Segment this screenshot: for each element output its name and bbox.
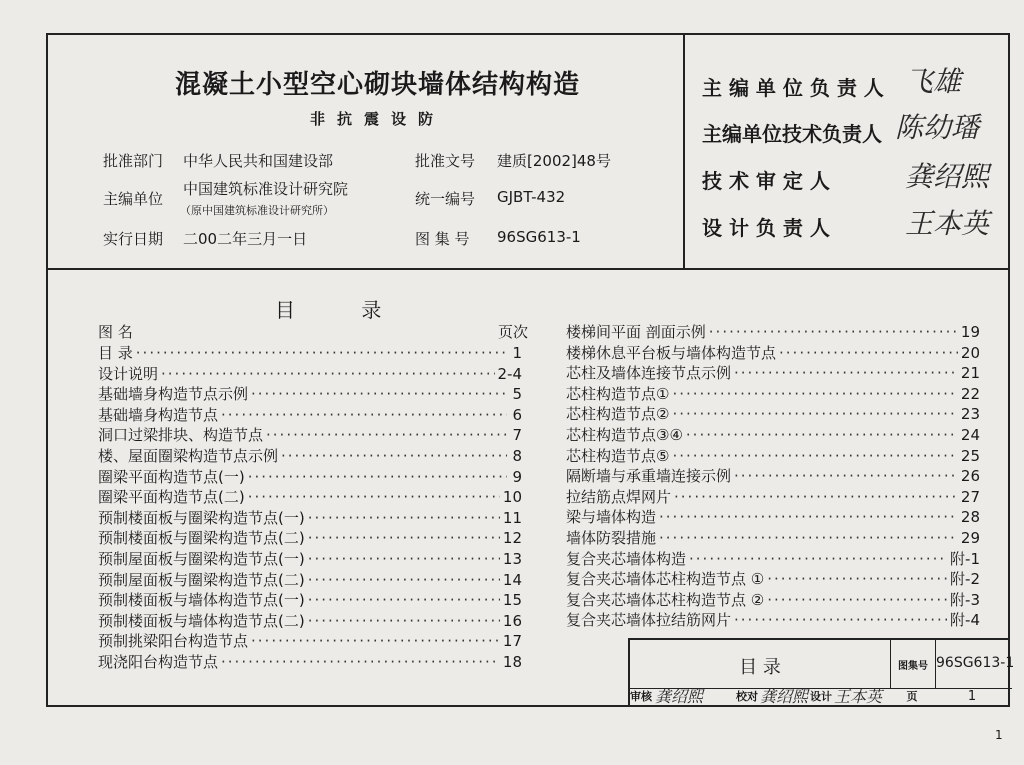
toc-entry-name: 芯柱构造节点③④ bbox=[566, 425, 683, 444]
toc-entry-page: 24 bbox=[960, 425, 980, 444]
design-head-label: 设 计 负 责 人 bbox=[702, 216, 830, 240]
toc-entry-page: 附-2 bbox=[950, 570, 980, 589]
toc-leader-dots bbox=[672, 384, 957, 405]
page-label: 页 bbox=[906, 690, 918, 703]
toc-leader-dots bbox=[308, 549, 500, 570]
toc-entry-page: 13 bbox=[502, 549, 522, 568]
toc-entry-name: 圈梁平面构造节点(一) bbox=[98, 467, 245, 486]
toc-entry-page: 2-4 bbox=[497, 364, 522, 383]
toc-right-list bbox=[566, 322, 980, 631]
toc-leader-dots bbox=[672, 446, 957, 467]
toc-entry-page: 附-1 bbox=[950, 549, 980, 568]
toc-title: 目 录 bbox=[275, 298, 412, 322]
toc-entry-name: 预制楼面板与圈梁构造节点(二) bbox=[98, 529, 305, 548]
chief-unit-tech-head-signature: 陈幼璠 bbox=[895, 111, 980, 144]
toc-entry-name: 现浇阳台构造节点 bbox=[98, 652, 219, 671]
toc-entry-page: 15 bbox=[502, 591, 522, 610]
toc-entry bbox=[98, 590, 522, 611]
toc-entry-name: 预制楼面板与墙体构造节点(二) bbox=[98, 611, 305, 630]
toc-leader-dots bbox=[308, 528, 500, 549]
chief-unit-head-label: 主 编 单 位 负 责 人 bbox=[702, 76, 884, 100]
toc-entry bbox=[566, 384, 980, 405]
toc-leader-dots bbox=[251, 631, 500, 652]
toc-entry-page: 26 bbox=[960, 467, 980, 486]
editor-unit-label: 主编单位 bbox=[103, 190, 164, 208]
toc-entry bbox=[566, 363, 980, 384]
approval-doc-label: 批准文号 bbox=[415, 152, 476, 170]
toc-entry-page: 1 bbox=[512, 344, 522, 362]
toc-entry bbox=[98, 549, 522, 570]
toc-leader-dots bbox=[672, 404, 957, 425]
toc-leader-dots bbox=[308, 590, 500, 611]
document-subtitle: 非抗震设防 bbox=[309, 110, 445, 128]
toc-leader-dots bbox=[686, 425, 958, 446]
atlas-no: 96SG613-1 bbox=[497, 228, 581, 246]
toc-entry-name: 基础墙身构造节点示例 bbox=[98, 385, 249, 404]
toc-entry-name: 芯柱及墙体连接节点示例 bbox=[566, 364, 732, 383]
toc-entry-name: 复合夹芯墙体构造 bbox=[566, 549, 687, 568]
toc-entry bbox=[98, 343, 522, 364]
toc-entry bbox=[98, 487, 522, 508]
approval-dept: 中华人民共和国建设部 bbox=[183, 152, 334, 170]
toc-entry-page: 11 bbox=[502, 508, 522, 527]
toc-entry-page: 5 bbox=[512, 385, 522, 404]
toc-entry-name: 预制挑梁阳台构造节点 bbox=[98, 632, 249, 651]
toc-entry bbox=[566, 507, 980, 528]
editor-unit-note: （原中国建筑标准设计研究所） bbox=[180, 204, 334, 217]
toc-entry bbox=[566, 404, 980, 425]
toc-entry-page: 21 bbox=[960, 364, 980, 383]
effective-date-label: 实行日期 bbox=[103, 230, 164, 248]
toc-entry-page: 9 bbox=[512, 467, 522, 486]
toc-leader-dots bbox=[281, 446, 507, 467]
design-head-signature: 王本英 bbox=[905, 207, 990, 240]
toc-leader-dots bbox=[659, 528, 958, 549]
toc-leader-dots bbox=[734, 466, 958, 487]
atlas-no-label: 图 集 号 bbox=[415, 230, 470, 248]
toc-entry-name: 预制屋面板与圈梁构造节点(二) bbox=[98, 570, 305, 589]
toc-entry bbox=[566, 528, 980, 549]
design-signature: 王本英 bbox=[834, 687, 883, 706]
toc-entry bbox=[98, 611, 522, 632]
toc-entry-name: 墙体防裂措施 bbox=[566, 528, 657, 547]
toc-entry-page: 14 bbox=[502, 570, 522, 589]
toc-entry-name: 预制屋面板与圈梁构造节点(一) bbox=[98, 549, 305, 568]
signoff-row bbox=[628, 686, 1010, 707]
chief-unit-tech-head-label: 主编单位技术负责人 bbox=[702, 122, 882, 146]
toc-entry-name: 楼梯间平面 剖面示例 bbox=[566, 323, 706, 341]
toc-leader-dots bbox=[734, 363, 958, 384]
toc-entry-page: 7 bbox=[512, 426, 522, 445]
toc-entry-name: 隔断墙与承重墙连接示例 bbox=[566, 467, 732, 486]
toc-entry bbox=[98, 405, 522, 426]
toc-entry-page: 16 bbox=[502, 611, 522, 630]
toc-entry-name: 圈梁平面构造节点(二) bbox=[98, 488, 245, 507]
toc-entry-name: 复合夹芯墙体芯柱构造节点 ② bbox=[566, 590, 765, 609]
atlas-no-label-tb: 图集号 bbox=[898, 661, 928, 672]
document-title: 混凝土小型空心砌块墙体结构构造 bbox=[174, 70, 580, 100]
toc-entry-page: 19 bbox=[960, 323, 980, 341]
toc-entry-name: 复合夹芯墙体拉结筋网片 bbox=[566, 611, 732, 630]
toc-entry-name: 设计说明 bbox=[98, 364, 159, 383]
toc-entry bbox=[98, 384, 522, 405]
toc-entry-page: 23 bbox=[960, 405, 980, 424]
toc-entry-page: 17 bbox=[502, 632, 522, 651]
toc-entry bbox=[566, 425, 980, 446]
toc-leader-dots bbox=[161, 364, 494, 385]
toc-leader-dots bbox=[308, 611, 500, 632]
tech-reviewer-signature: 龚绍熙 bbox=[905, 160, 990, 193]
toc-entry bbox=[98, 570, 522, 591]
toc-entry-page: 29 bbox=[960, 528, 980, 547]
toc-entry-name: 芯柱构造节点① bbox=[566, 384, 670, 403]
toc-leader-dots bbox=[136, 343, 507, 364]
toc-entry-page: 附-4 bbox=[950, 611, 980, 630]
toc-entry-name: 芯柱构造节点⑤ bbox=[566, 446, 670, 465]
toc-leader-dots bbox=[659, 507, 958, 528]
toc-entry-name: 预制楼面板与圈梁构造节点(一) bbox=[98, 508, 305, 527]
review-signature: 龚绍熙 bbox=[655, 687, 704, 706]
toc-entry-name: 楼梯休息平台板与墙体构造节点 bbox=[566, 343, 777, 362]
toc-leader-dots bbox=[308, 570, 500, 591]
toc-entry bbox=[566, 487, 980, 508]
toc-leader-dots bbox=[689, 549, 947, 570]
toc-entry-name: 芯柱构造节点② bbox=[566, 405, 670, 424]
approval-dept-label: 批准部门 bbox=[103, 152, 164, 170]
toc-entry bbox=[566, 610, 980, 631]
toc-entry bbox=[566, 446, 980, 467]
toc-entry-name: 梁与墙体构造 bbox=[566, 508, 657, 527]
toc-entry-name: 洞口过梁排块、构造节点 bbox=[98, 426, 264, 445]
toc-entry-name: 目 录 bbox=[98, 344, 133, 362]
toc-entry-page: 28 bbox=[960, 508, 980, 527]
toc-leader-dots bbox=[248, 467, 507, 488]
toc-entry bbox=[566, 322, 980, 343]
toc-entry bbox=[98, 446, 522, 467]
toc-entry bbox=[98, 508, 522, 529]
review-label: 审核 bbox=[630, 690, 652, 703]
toc-entry bbox=[98, 425, 522, 446]
header-divider bbox=[46, 268, 1010, 270]
toc-leader-dots bbox=[221, 405, 507, 426]
toc-entry-page: 8 bbox=[512, 446, 522, 465]
editor-unit: 中国建筑标准设计研究院 bbox=[183, 180, 349, 198]
check-label: 校对 bbox=[736, 690, 758, 703]
chief-unit-head-signature: 飞雄 bbox=[905, 65, 962, 98]
toc-leader-dots bbox=[221, 652, 500, 673]
toc-entry-name: 基础墙身构造节点 bbox=[98, 405, 219, 424]
check-signature: 龚绍熙 bbox=[760, 687, 809, 706]
toc-leader-dots bbox=[674, 487, 958, 508]
toc-col-name: 图 名 bbox=[98, 323, 133, 341]
toc-entry-page: 10 bbox=[502, 488, 522, 507]
toc-leader-dots bbox=[248, 487, 500, 508]
toc-entry bbox=[98, 467, 522, 488]
toc-entry bbox=[98, 652, 522, 673]
toc-entry bbox=[566, 569, 980, 590]
page-number: 1 bbox=[995, 728, 1003, 742]
toc-entry-name: 拉结筋点焊网片 bbox=[566, 487, 672, 506]
toc-leader-dots bbox=[266, 425, 507, 446]
toc-entry-page: 12 bbox=[502, 529, 522, 548]
toc-entry-page: 27 bbox=[960, 487, 980, 506]
toc-entry bbox=[98, 364, 522, 385]
toc-leader-dots bbox=[779, 343, 958, 364]
toc-entry-name: 复合夹芯墙体芯柱构造节点 ① bbox=[566, 570, 765, 589]
toc-entry bbox=[566, 549, 980, 570]
toc-leader-dots bbox=[767, 590, 947, 611]
toc-entry-page: 附-3 bbox=[950, 590, 980, 609]
page-number-tb: 1 bbox=[967, 689, 977, 704]
toc-leader-dots bbox=[709, 322, 958, 343]
atlas-no-tb: 96SG613-1 bbox=[936, 655, 1015, 671]
toc-entry-page: 18 bbox=[502, 652, 522, 671]
toc-entry-page: 25 bbox=[960, 446, 980, 465]
approval-doc: 建质[2002]48号 bbox=[497, 152, 611, 170]
toc-leader-dots bbox=[308, 508, 500, 529]
effective-date: 二00二年三月一日 bbox=[183, 230, 308, 248]
toc-entry-page: 6 bbox=[512, 405, 522, 424]
toc-entry-page: 20 bbox=[960, 343, 980, 362]
design-label: 设计 bbox=[810, 690, 832, 703]
toc-entry-name: 预制楼面板与墙体构造节点(一) bbox=[98, 591, 305, 610]
header-vertical-divider bbox=[683, 33, 685, 269]
toc-entry bbox=[98, 631, 522, 652]
sheet-title: 目 录 bbox=[739, 657, 781, 678]
toc-entry-page: 22 bbox=[960, 384, 980, 403]
toc-leader-dots bbox=[767, 569, 947, 590]
tech-reviewer-label: 技 术 审 定 人 bbox=[702, 169, 830, 193]
toc-left-list bbox=[98, 343, 522, 673]
toc-entry bbox=[566, 590, 980, 611]
toc-entry bbox=[566, 343, 980, 364]
unified-no: GJBT-432 bbox=[497, 188, 566, 206]
toc-leader-dots bbox=[734, 610, 947, 631]
toc-col-page: 页次 bbox=[498, 323, 529, 341]
toc-entry-name: 楼、屋面圈梁构造节点示例 bbox=[98, 446, 279, 465]
toc-entry bbox=[566, 466, 980, 487]
toc-leader-dots bbox=[251, 384, 507, 405]
unified-no-label: 统一编号 bbox=[415, 190, 476, 208]
toc-entry bbox=[98, 528, 522, 549]
